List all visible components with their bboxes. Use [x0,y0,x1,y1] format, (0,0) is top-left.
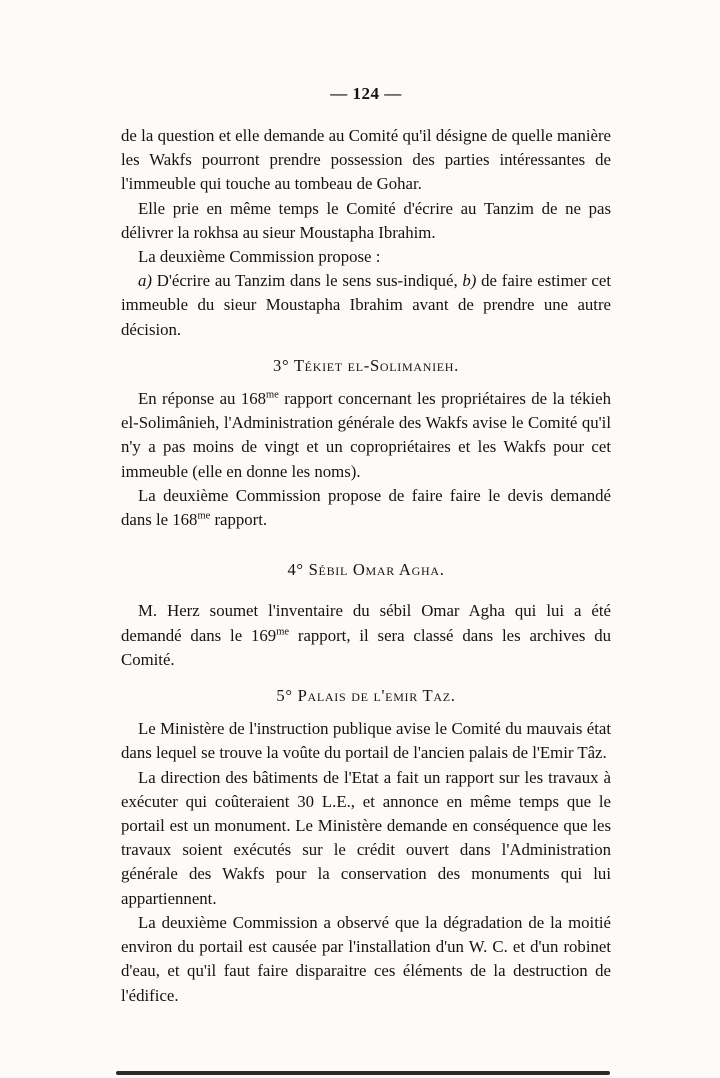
section-heading [121,684,611,708]
paragraph [121,245,611,269]
text-segment: En réponse au 168 [138,389,266,409]
text-segment: M. Herz soumet l'inventaire du sébil Omar Agha qui lui a été demandé dans le 169 [121,601,611,645]
text-segment: 5° Palais de l'emir Taz. [276,686,456,706]
text-segment: La direction des bâtiments de l'Etat a fait un rapport sur les travaux à exécuter qui coûteraient 30 L.E., et annonce en même temps que le portail est un monument. Le Ministère demande en conséquence que les travaux soient exécutés sur le crédit ouvert dans l'Administration générale des Wakfs pour la conservation des monuments qui lui appartiennent. [121,767,611,908]
paragraph [121,599,611,672]
ordinal-superscript: me [276,626,290,638]
text-segment: 3° Tékiet el-Solimanieh. [272,355,460,375]
text-segment: Le Ministère de l'instruction publique avise le Comité du mauvais état dans lequel se trouve la voûte du portail de l'ancien palais de l'Emir Tâz. [121,719,611,763]
paragraph [121,197,611,245]
text-segment: a) [138,271,152,291]
paragraph [121,911,611,1008]
text-segment: de la question et elle demande au Comité qu'il désigne de quelle manière les Wakfs pourront prendre possession des parties intéressantes de l'immeuble qui touche au tombeau de Gohar. [121,126,611,194]
paragraph [121,717,611,765]
text-segment: 4° Sébil Omar Agha. [287,560,445,580]
text-segment: La deuxième Commission propose de faire faire le devis demandé dans le 168 [121,485,611,530]
ordinal-superscript: me [266,389,279,401]
scanned-page [121,84,611,1008]
ordinal-superscript: me [197,510,211,522]
paragraph [121,766,611,911]
text-segment: de faire estimer cet immeuble du sieur Moustapha Ibrahim avant de prendre une autre décision. [121,271,611,339]
paragraph [121,387,611,484]
text-segment: b) [462,271,477,291]
text-segment: La deuxième Commission a observé que la dégradation de la moitié environ du portail est causée par l'installation d'un W. C. et d'un robinet d'eau, et qu'il faut faire disparaitre ces éléments de la destruction de l'édifice. [121,912,611,1005]
section-heading [121,558,611,582]
text-segment: rapport concernant les propriétaires de la tékieh el-Solimânieh, l'Administration générale des Wakfs avise le Comité qu'il n'y a pas moins de vingt et un copropriétaires et les Wakfs pour cet immeuble (elle en donne les noms). [121,389,611,481]
text-segment: rapport, il sera classé dans les archives du Comité. [121,625,612,669]
paragraph [121,484,611,532]
scan-edge-line [116,1071,610,1075]
text-segment: D'écrire au Tanzim dans le sens sus-indiqué, [151,271,463,291]
text-segment: Elle prie en même temps le Comité d'écrire au Tanzim de ne pas délivrer la rokhsa au sieur Moustapha Ibrahim. [121,198,611,242]
page-number: — 124 — [330,84,402,103]
text-segment: La deuxième Commission propose : [138,247,381,267]
paragraph [121,124,611,197]
paragraph [121,269,611,342]
section-heading [121,354,611,378]
text-segment: rapport. [210,510,268,530]
page-body [121,124,611,1008]
